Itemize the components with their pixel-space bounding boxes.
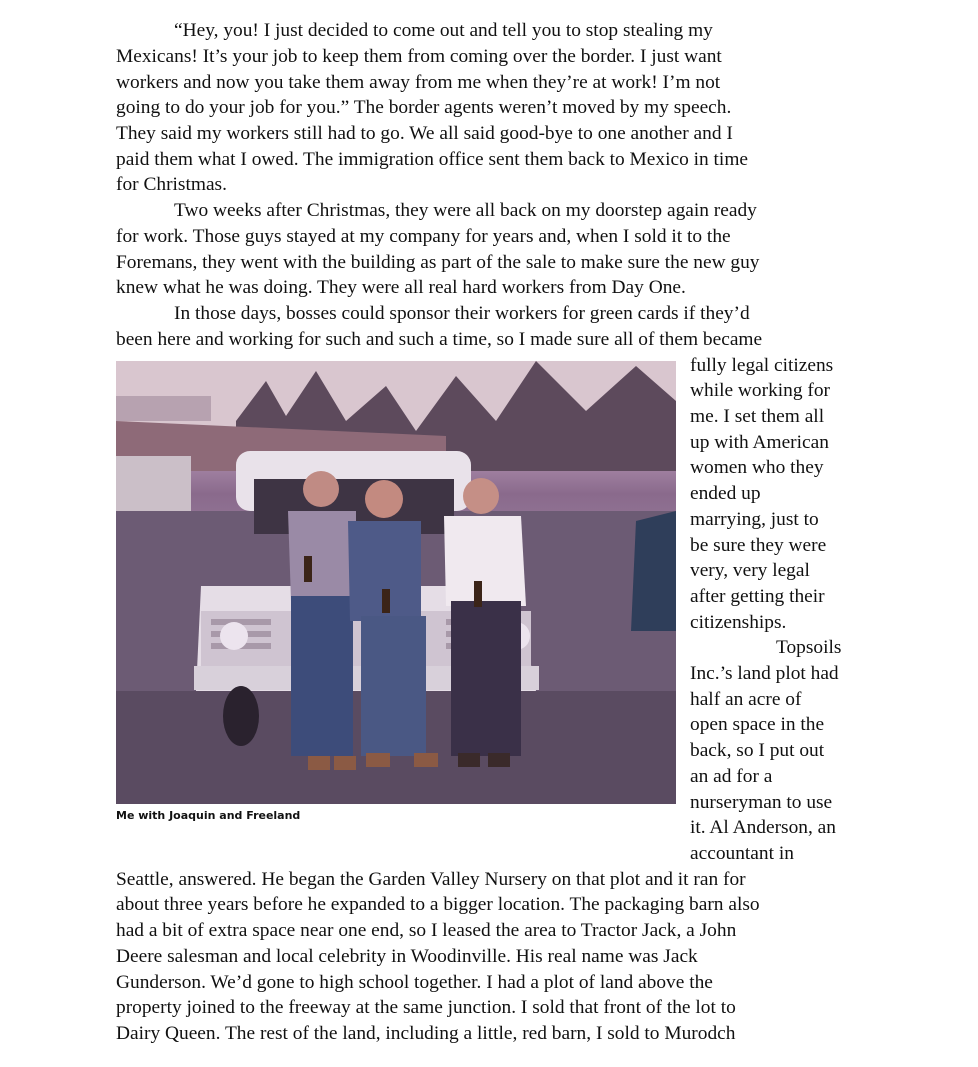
text-line: for Christmas. <box>116 174 227 195</box>
text-line: Gunderson. We’d gone to high school together. I had a plot of land above the <box>116 972 713 993</box>
text-line: an ad for a <box>690 766 773 787</box>
text-line: about three years before he expanded to a bigger location. The packaging barn also <box>116 894 760 915</box>
text-line: marrying, just to <box>690 509 819 530</box>
text-line: ended up <box>690 483 761 504</box>
text-line: property joined to the freeway at the same junction. I sold that front of the lot to <box>116 997 736 1018</box>
text-line: Inc.’s land plot had <box>690 663 839 684</box>
text-line: while working for <box>690 380 831 401</box>
text-line: citizenships. <box>690 612 787 633</box>
text-line: been here and working for such and such a time, so I made sure all of them became <box>116 329 763 350</box>
text-line: after getting their <box>690 586 825 607</box>
text-line: going to do your job for you.” The border agents weren’t moved by my speech. <box>116 97 732 118</box>
text-line: Two weeks after Christmas, they were all back on my doorstep again ready <box>174 200 757 221</box>
text-line: paid them what I owed. The immigration office sent them back to Mexico in time <box>116 149 749 170</box>
text-line: me. I set them all <box>690 406 825 427</box>
text-line: it. Al Anderson, an <box>690 817 836 838</box>
photo-caption: Me with Joaquin and Freeland <box>116 809 301 822</box>
text-line: Dairy Queen. The rest of the land, including a little, red barn, I sold to Murodch <box>116 1023 736 1044</box>
photo-illustration <box>116 361 676 804</box>
text-line: workers and now you take them away from me when they’re at work! I’m not <box>116 72 721 93</box>
text-line: very, very legal <box>690 560 810 581</box>
text-line: “Hey, you! I just decided to come out and tell you to stop stealing my <box>174 20 713 41</box>
text-line: Foremans, they went with the building as part of the sale to make sure the new guy <box>116 252 760 273</box>
text-line: They said my workers still had to go. We all said good-bye to one another and I <box>116 123 733 144</box>
text-line: women who they <box>690 457 824 478</box>
photo-three-men-truck <box>116 361 676 804</box>
text-line: up with American <box>690 432 829 453</box>
text-line: Mexicans! It’s your job to keep them from coming over the border. I just want <box>116 46 722 67</box>
text-line: half an acre of <box>690 689 802 710</box>
text-line: for work. Those guys stayed at my company for years and, when I sold it to the <box>116 226 731 247</box>
text-line: accountant in <box>690 843 794 864</box>
text-line: Seattle, answered. He began the Garden Valley Nursery on that plot and it ran for <box>116 869 746 890</box>
text-line: open space in the <box>690 714 825 735</box>
text-line: Topsoils <box>776 637 842 658</box>
text-line: back, so I put out <box>690 740 825 761</box>
text-line: had a bit of extra space near one end, so I leased the area to Tractor Jack, a John <box>116 920 737 941</box>
text-line: nurseryman to use <box>690 792 833 813</box>
text-line: fully legal citizens <box>690 355 834 376</box>
text-line: be sure they were <box>690 535 827 556</box>
text-line: In those days, bosses could sponsor their workers for green cards if they’d <box>174 303 750 324</box>
text-line: Deere salesman and local celebrity in Woodinville. His real name was Jack <box>116 946 698 967</box>
text-line: knew what he was doing. They were all real hard workers from Day One. <box>116 277 686 298</box>
